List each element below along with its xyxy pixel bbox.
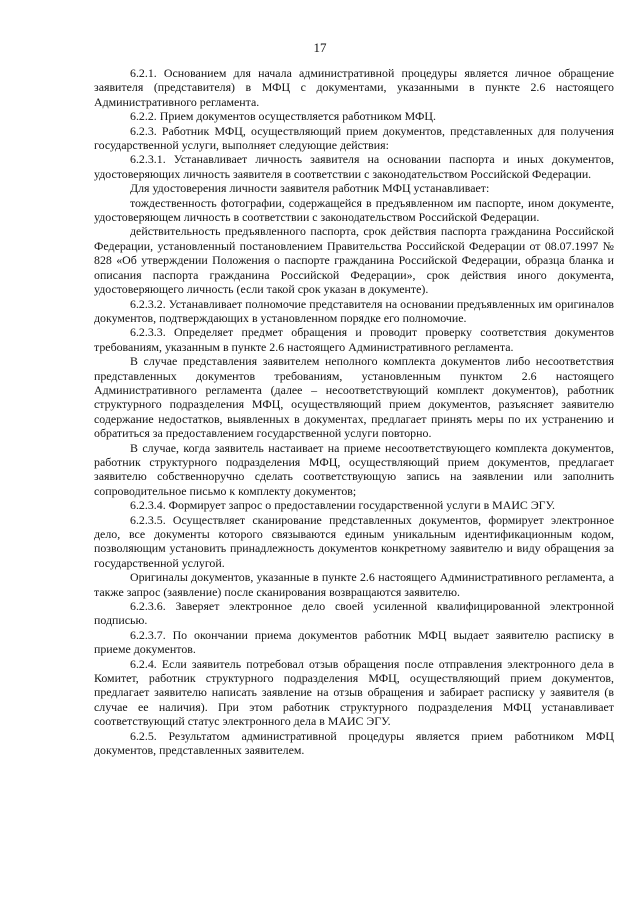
paragraph-6-2-1: 6.2.1. Основанием для начала административной процедуры является личное обращение заявителя (представителя) в МФЦ с документами, указанными в пункте 2.6 настоящего Административного регламента. (94, 66, 614, 109)
paragraph-photo-identity: тождественность фотографии, содержащейся в предъявленном им паспорте, ином документе, удостоверяющем личность в соответствии с законодательством Российской Федерации. (94, 195, 614, 225)
paragraph-passport-validity: действительность предъявленного паспорта, срок действия паспорта гражданина Российской Федерации, установленный постановлением Правительства Российской Федерации от 08.07.1997 № 828 «Об утверждении Положения о паспорте гражданина Российской Федерации, образца бланка и описания паспорта гражданина Российской Федерации», срок действия иного документа, удостоверяющего личность (если такой срок указан в документе). (94, 224, 614, 297)
paragraph-6-2-3-1: 6.2.3.1. Устанавливает личность заявителя на основании паспорта и иных документов, удостоверяющих личность заявителя в соответствии с законодательством Российской Федерации. (94, 152, 614, 181)
paragraph-6-2-3-7: 6.2.3.7. По окончании приема документов работник МФЦ выдает заявителю расписку в приеме документов. (94, 627, 614, 657)
paragraph-6-2-4: 6.2.4. Если заявитель потребовал отзыв обращения после отправления электронного дела в Комитет, работник структурного подразделения МФЦ, осуществляющий прием документов, предлагает заявителю написать заявление на отзыв обращения и забирает расписку у заявителя (в случае ее наличия). При этом работник структурного подразделения МФЦ устанавливает соответствующий статус электронного дела в МАИС ЭГУ. (94, 656, 614, 729)
paragraph-6-2-3-6: 6.2.3.6. Заверяет электронное дело своей усиленной квалифицированной электронной подписью. (94, 599, 614, 628)
paragraph-identity-intro: Для удостоверения личности заявителя работник МФЦ устанавливает: (130, 181, 490, 196)
paragraph-6-2-3-5: 6.2.3.5. Осуществляет сканирование представленных документов, формирует электронное дело, все документы которого связываются единым уникальным идентификационным кодом, позволяющим установить принадлежность документов конкретному заявителю и виду обращения за государственной услугой. (94, 512, 614, 570)
page-number: 17 (313, 40, 327, 55)
paragraph-6-2-5: 6.2.5. Результатом административной процедуры является прием работником МФЦ документов, представленных заявителем. (94, 728, 614, 758)
paragraph-insists-on-receipt: В случае, когда заявитель настаивает на приеме несоответствующего комплекта документов, работник структурного подразделения МФЦ, осуществляющий прием документов, предлагает заявителю собственноручно сделать соответствующую запись на заявлении или заполнить сопроводительное письмо к комплекту документов; (94, 440, 614, 498)
paragraph-6-2-3-3: 6.2.3.3. Определяет предмет обращения и проводит проверку соответствия документов требованиям, указанным в пункте 2.6 настоящего Административного регламента. (94, 325, 614, 354)
paragraph-incomplete-set: В случае представления заявителем неполного комплекта документов либо несоответствия представленных документов требованиям, установленным пунктом 2.6 настоящего Административного регламента (далее – несоответствующий комплект документов), работник структурного подразделения МФЦ, осуществляющий прием документов, разъясняет заявителю содержание недостатков, выявленных в документах, предлагает принять меры по их устранению и обратиться за предоставлением государственной услуги повторно. (94, 354, 614, 441)
paragraph-6-2-2: 6.2.2. Прием документов осуществляется работником МФЦ. (130, 109, 436, 124)
document-body (94, 66, 614, 758)
paragraph-6-2-3-4: 6.2.3.4. Формирует запрос о предоставлении государственной услуги в МАИС ЭГУ. (130, 498, 555, 513)
paragraph-6-2-3: 6.2.3. Работник МФЦ, осуществляющий прием документов, представленных для получения государственной услуги, выполняет следующие действия: (94, 123, 614, 153)
paragraph-originals-returned: Оригиналы документов, указанные в пункте 2.6 настоящего Административного регламента, а также запрос (заявление) после сканирования возвращаются заявителю. (94, 570, 614, 599)
paragraph-6-2-3-2: 6.2.3.2. Устанавливает полномочие представителя на основании предъявленных им оригиналов документов, подтверждающих в установленном порядке его полномочие. (94, 296, 614, 325)
